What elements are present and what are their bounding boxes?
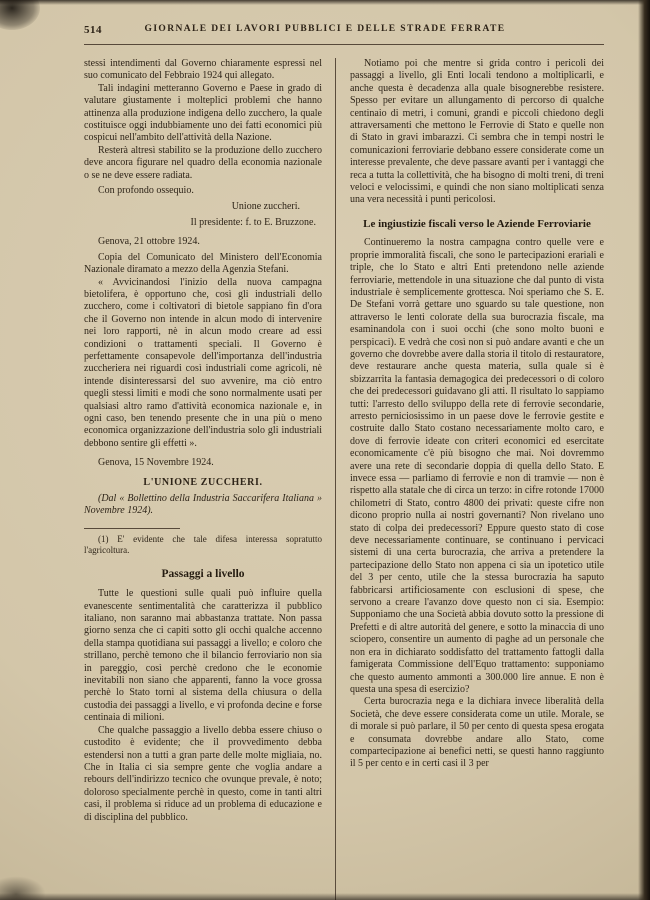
section-heading-ingiustizie-fiscali: Le ingiustizie fiscali verso le Aziende Ferroviarie [363,217,591,230]
scan-edge-right [638,0,650,900]
scan-edge-top [0,0,650,5]
column-divider [335,58,336,900]
paragraph: Che qualche passaggio a livello debba essere chiuso o custodito è evidente; che il provvedimento debba estendersi non a tutti a gran parte delle molte migliaia, no. Che in Italia ci sia sempre gente che voglia andare a rebours dell'indirizzo tecnico che ovunque prevale, è noto; doloroso specialmente perchè in questo, come in tanti altri casi, il problema si riduce ad un problema di educazione e di disciplina del pubblico. [84,724,322,823]
paragraph: Resterà altresì stabilito se la produzione dello zucchero deve ancora figurare nel quadro della economia nazionale o se ne deve essere radiata. [84,144,322,181]
dateline: Genova, 15 Novembre 1924. [98,457,214,469]
scan-edge-bottom [0,893,650,900]
two-column-body [84,58,604,900]
paragraph: Tali indagini metteranno Governo e Paese in grado di valutare giustamente i molteplici problemi che hanno attinenza alla produzione indigena dello zucchero, la quale costituisce oggi indubbiamente uno dei fatti economici più cospicui nell'ambito dell'attività della Nazione. [84,82,322,144]
page-number: 514 [84,24,102,36]
dateline: Genova, 21 ottobre 1924. [98,236,200,248]
journal-title: GIORNALE DEI LAVORI PUBBLICI E DELLE STRADE FERRATE [144,24,506,34]
union-heading: L'UNIONE ZUCCHERI. [143,476,263,488]
paragraph: stessi intendimenti dal Governo chiaramente espressi nel suo comunicato del Febbraio 1924 qui allegato. [84,58,322,82]
page-header [0,0,650,58]
paragraph: Continueremo la nostra campagna contro quelle vere e proprie immoralità fiscali, che sono le partecipazioni erariali e triple, che lo Stato e altri Enti pretendono nelle aziende ferroviarie, mettendole in una situazione che dal punto di vista industriale è semplicemente grottesca. Noi speriamo che S. E. De Stefani vorrà gettare uno sguardo su tale questione, non attraverso le lenti colorate della sua burocrazia fiscale, ma esaminandola con i suoi occhi (che sono molto buoni e perspicaci). E vedrà che così non si può andare avanti e che un governo che dovrebbe avere dalla storia il titolo di restauratore, deve restaurare anche questa materia, sulla quale si è sbizzarrita la fantasia demagogica dei predecessori o di coloro che dei predecessori guidavano gli atti. Il risultato lo sappiamo tutti: l'arresto dello sviluppo della rete di ferrovie secondarie, arresto perniciosissimo in un paese dove le ferrovie gestite e costruite dallo Stato costano necessariamente molto caro, e dove di ferrovie ideate con criteri economici ed esercitate economicamente c'è più bisogno che mai. Noi dovremmo avere una rete di secondarie doppia di quella dello Stato. E invece essa — parliamo di ferrovie e non di tramvie — non è rispetto alla statale che di circa un terzo: in cifre rotonde 17000 chilometri di Stato, contro 4800 dei privati: queste cifre non dicono proprio nulla ai nostri governanti? Non rivelano uno stato di colpa dei predecessori? Eppure questo stato di cose deve necessariamente continuare, se continuano i pervicaci sistemi di una certa burocrazia, che arriva a pretendere la partecipazione dello Stato non appena ci sia un ipotetico utile del 3 per cento, utile che la stessa burocrazia ha saputo fabbricarsi artificiosamente con esclusioni di spese, che servono a creare l'avanzo dove questo non ci sia. Esempio: Supponiamo che una Società abbia dovuto sotto la pressione di Prefetti e di altre autorità del genere, e sotto la minaccia di uno sciopero, consentire un aumento di paghe ad un personale che non era in dichiarato soddisfatto del trattamento fattogli dalla famigerata Commissione dell'Equo trattamento: supponiamo che questo aumento ammonti a 300.000 lire annue. E non è questa una spesa di esercizio? [350,237,604,695]
section-heading-passaggi-a-livello: Passaggi a livello [161,567,245,580]
left-column [84,58,322,900]
footnote-rule [84,528,180,529]
paragraph: Notiamo poi che mentre si grida contro i pericoli dei passaggi a livello, gli Enti locali tendono a moltiplicarli, e anche questa è decadenza alla quale bisognerebbe resistere. Spesso per evitare un allungamento di percorso di qualche centinaio di metri, i comuni, grandi e piccoli chiedono degli attraversamenti che mettono le Ferrovie di Stato e quelle non di Stato in gravi imbarazzi. Ci sembra che in tempi nostri le comunicazioni ferroviarie debbano essere considerate come un interesse prevalente, che deve passare avanti per i vantaggi che reca a tutta la collettività, che ha bisogno di molti treni, di treni veloci e velocissimi, e quindi che non siano moltiplicati senza una vera necessità i punti pericolosi. [350,58,604,206]
signature-organization: Unione zuccheri. [231,201,300,213]
source-note: (Dal « Bollettino della Industria Saccarifera Italiana » Novembre 1924). [84,493,322,517]
header-rule [84,44,604,45]
quoted-communique: « Avvicinandosi l'inizio della nuova campagna bietolifera, è opportuno che, così gli industriali dello zucchero, come i coltivatori di bietole sappiano fin d'ora che il Governo non intende in alcun modo di intervenire nei loro rapporti, nè in alcun modo creare ad essi condizioni o trattamenti speciali. Il Governo è perfettamente consapevole dell'importanza dell'industria zuccheriera nei riguardi così industriali come agricoli, nè intende disinteressarsi del suo avvenire, ma ciò entro quegli stessi limiti e modi che sono normalmente usati per qualsiasi altro ramo d'attività economica nazionale e, in ogni caso, ben tenendo presente che in una più o meno economica organizzazione dell'industria solo gli industriali debbono sentire gli effetti ». [84,276,322,449]
paragraph: Certa burocrazia nega e la dichiara invece liberalità della Società, che deve essere considerata come un utile. Morale, se di morale si può parlare, il 50 per cento di questa spesa erogata e consumata dovrebbe andare allo Stato, come compartecipazione ai benefici netti, se questi hanno raggiunto il 5 per cento e in certi casi il 3 per [350,696,604,770]
signature-president: Il presidente: f. to E. Bruzzone. [190,216,316,228]
footnote: (1) E' evidente che tale difesa interessa sopratutto l'agricoltura. [84,533,322,555]
paragraph: Copia del Comunicato del Ministero dell'Economia Nazionale diramato a mezzo della Agenzia Stefani. [84,251,322,276]
paragraph: Tutte le questioni sulle quali può influire quella evanescente sentimentalità che caratterizza il pubblico italiano, non saranno mai abbastanza trattate. Non passa giorno senza che ci capiti sotto gli occhi qualche accenno della stampa quotidiana sui passaggi a livello; e coloro che strillano, perchè temono che il bilancio ferroviario non sia in pareggio, così perchè credono che le economie inevitabili non siano che apparenti, fanno la voce grossa perchè lo Stato torni al sistema della chiusura o della custodia dei passaggi a livello, e vi profonda decine e forse centinaia di milioni. [84,588,322,724]
closing-salutation: Con profondo ossequio. [98,185,194,197]
right-column [350,58,604,900]
